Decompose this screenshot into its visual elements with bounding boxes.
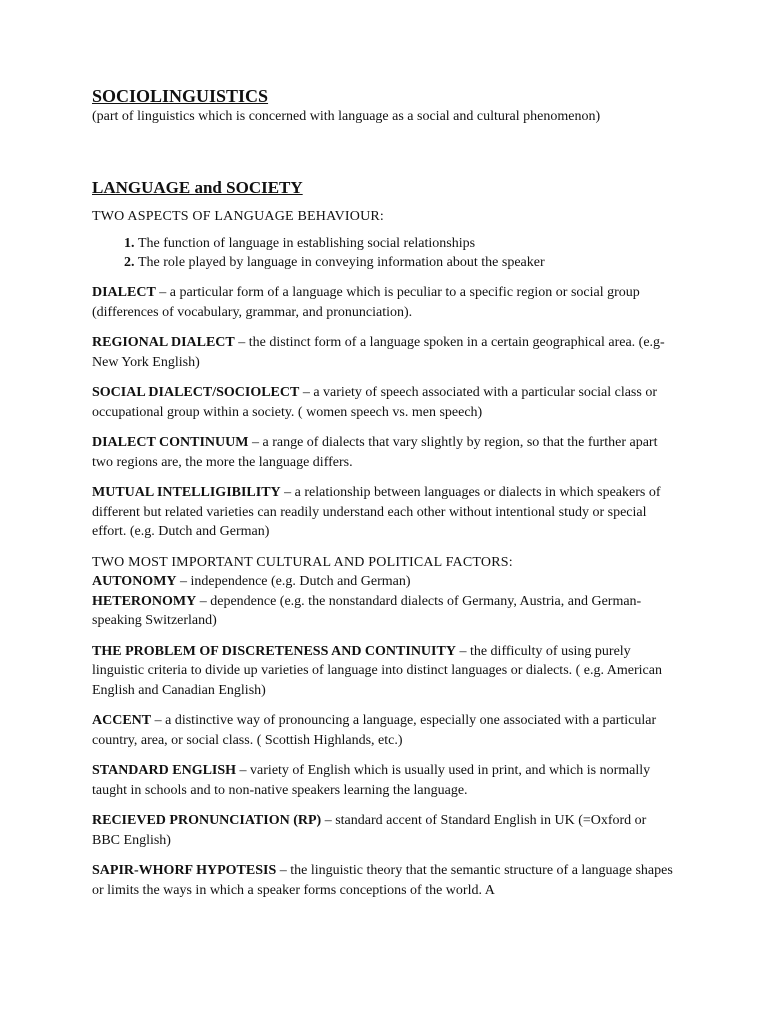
definition-term: THE PROBLEM OF DISCRETENESS AND CONTINUITY <box>92 643 456 659</box>
document-title: SOCIOLINGUISTICS <box>92 86 269 106</box>
definition-term: STANDARD ENGLISH <box>92 763 237 778</box>
definition-text: – variety of English which is usually used in print, and which is normally taught in schools and to non-native speakers learning the language. <box>92 763 651 798</box>
definition-text: – a relationship between languages or dialects in which speakers of different but related varieties can readily understand each other without intentional study or special effort. (e.g. Dutch and German) <box>92 485 661 539</box>
definition-text: – the distinct form of a language spoken in a certain geographical area. (e.g- New York English) <box>92 335 665 370</box>
definition-term: MUTUAL INTELLIGIBILITY <box>92 485 281 500</box>
definition-term: ACCENT <box>92 713 152 728</box>
definition-text: – standard accent of Standard English in UK (=Oxford or BBC English) <box>92 813 647 848</box>
definition-text: – a variety of speech associated with a particular social class or occupational group within a society. ( women speech vs. men speech) <box>92 385 657 420</box>
factors-block <box>92 553 676 631</box>
definition-term: SAPIR-WHORF HYPOTESIS <box>92 863 277 878</box>
definition-term: DIALECT CONTINUUM <box>92 435 249 450</box>
aspects-heading: TWO ASPECTS OF LANGUAGE BEHAVIOUR: <box>92 209 385 224</box>
factors-heading: TWO MOST IMPORTANT CULTURAL AND POLITICAL FACTORS: <box>92 554 513 570</box>
definition-text: – independence (e.g. Dutch and German) <box>176 574 411 589</box>
definition-entry <box>92 761 676 800</box>
definition-text: – a distinctive way of pronouncing a language, especially one associated with a particular country, area, or social class. ( Scottish Highlands, etc.) <box>92 713 657 748</box>
list-item: 2. The role played by language in conveying information about the speaker <box>138 253 676 272</box>
definition-term: REGIONAL DIALECT <box>92 335 235 350</box>
definition-text: – dependence (e.g. the nonstandard dialects of Germany, Austria, and German-speaking Switzerland) <box>92 593 642 628</box>
definition-entry <box>92 283 676 322</box>
definition-entry <box>92 333 676 372</box>
aspects-list <box>92 234 676 272</box>
definition-text: – a particular form of a language which is peculiar to a specific region or social group (differences of vocabulary, grammar, and pronunciation). <box>92 285 640 320</box>
definition-entry <box>92 483 676 542</box>
document-subtitle: (part of linguistics which is concerned with language as a social and cultural phenomenon) <box>92 109 601 124</box>
definition-entry <box>92 861 676 900</box>
definition-entry <box>92 433 676 472</box>
definition-text: – the difficulty of using purely linguistic criteria to divide up varieties of language into distinct languages or dialects. ( e.g. American English and Canadian English) <box>92 643 662 698</box>
definition-term: HETERONOMY <box>92 593 197 609</box>
definition-text: – a range of dialects that vary slightly by region, so that the further apart two regions are, the more the language differs. <box>92 435 658 470</box>
definition-term: SOCIAL DIALECT/SOCIOLECT <box>92 385 300 400</box>
definition-entry <box>92 711 676 750</box>
section-title: LANGUAGE and SOCIETY <box>92 178 303 197</box>
definition-entry <box>92 811 676 850</box>
definition-term: AUTONOMY <box>92 574 177 589</box>
definition-entry <box>92 642 676 701</box>
definition-entry <box>92 383 676 422</box>
definition-term: RECIEVED PRONUNCIATION (RP) <box>92 813 322 828</box>
factor-entry <box>92 592 676 631</box>
definition-text: – the linguistic theory that the semantic structure of a language shapes or limits the ways in which a speaker forms conceptions of the world. A <box>92 863 673 898</box>
definition-term: DIALECT <box>92 285 156 300</box>
factor-entry <box>92 572 676 592</box>
list-item: 1. The function of language in establishing social relationships <box>138 234 676 253</box>
